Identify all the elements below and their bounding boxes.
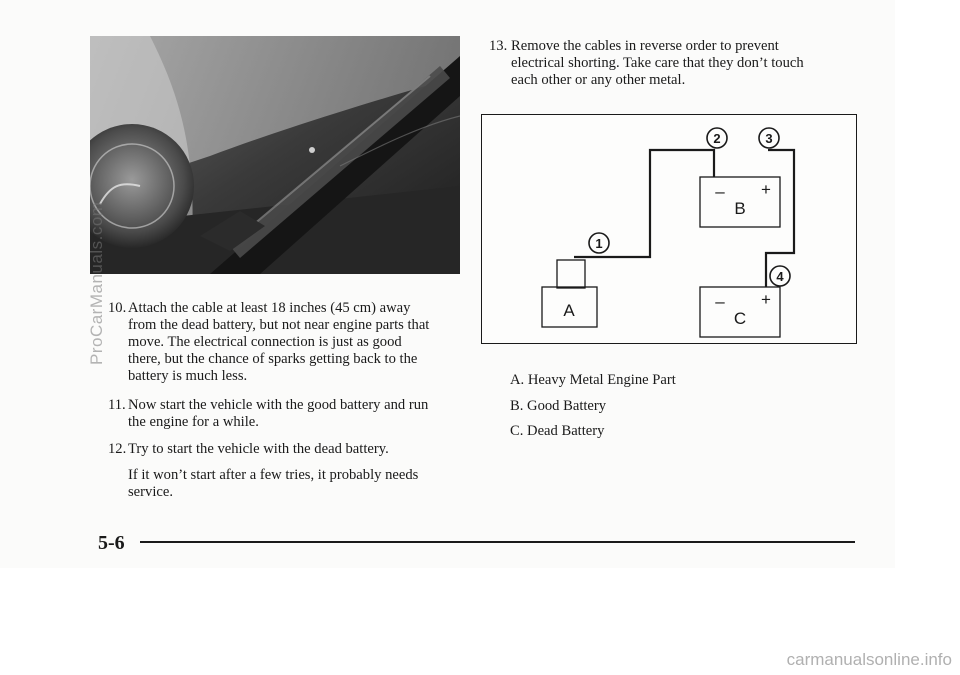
side-watermark: ProCarManuals.com — [87, 201, 106, 365]
step-line: the engine for a while. — [128, 414, 259, 430]
page-number: 5-6 — [98, 532, 125, 554]
step-line: Now start the vehicle with the good battery and run — [128, 397, 429, 413]
battery-c-plus: + — [761, 290, 771, 309]
marker-4-label: 4 — [776, 269, 784, 284]
marker-3 — [759, 128, 779, 148]
box-a-label: A — [563, 301, 575, 320]
engine-part-stem — [557, 260, 585, 288]
footer-rule — [140, 541, 855, 543]
battery-c-minus: – — [715, 292, 725, 311]
box-c-label: C — [733, 309, 747, 328]
box-b-label: B — [734, 199, 746, 218]
step-line: from the dead battery, but not near engine parts that — [128, 317, 430, 333]
cable-removal-diagram — [481, 114, 857, 344]
step-line: battery is much less. — [128, 368, 248, 384]
battery-b-plus: + — [761, 180, 771, 199]
marker-3-label: 3 — [765, 131, 773, 146]
step-number: 11. — [108, 397, 126, 413]
battery-b-minus: – — [715, 182, 725, 201]
step-line: move. The electrical connection is just as good — [128, 334, 402, 350]
legend-item-a: A. Heavy Metal Engine Part — [510, 372, 676, 388]
marker-1 — [589, 233, 609, 253]
step-line: there, but the chance of sparks getting back to the — [128, 351, 418, 367]
photo-illustration — [90, 36, 460, 274]
jumper-cable-photo — [90, 36, 460, 274]
step-10 — [108, 300, 468, 390]
step-line: Remove the cables in reverse order to prevent — [511, 38, 779, 54]
step-number: 13. — [489, 38, 508, 54]
legend-item-c: C. Dead Battery — [510, 423, 605, 439]
step-12 — [108, 441, 468, 459]
step-line: Try to start the vehicle with the dead battery. — [128, 441, 389, 457]
step-12-note — [128, 467, 468, 501]
step-13 — [489, 38, 869, 92]
marker-2 — [707, 128, 727, 148]
marker-2-label: 2 — [713, 131, 721, 146]
diagram-svg — [482, 115, 858, 345]
bottom-watermark: carmanualsonline.info — [786, 650, 952, 669]
note-line: service. — [128, 484, 173, 500]
marker-4 — [770, 266, 790, 286]
step-line: electrical shorting. Take care that they don’t touch — [511, 55, 804, 71]
legend-item-b: B. Good Battery — [510, 398, 607, 414]
step-11 — [108, 397, 468, 433]
step-line: Attach the cable at least 18 inches (45 cm) away — [128, 300, 411, 316]
note-line: If it won’t start after a few tries, it probably needs — [128, 467, 419, 483]
step-number: 10. — [108, 300, 127, 316]
marker-1-label: 1 — [595, 236, 603, 251]
step-line: each other or any other metal. — [511, 72, 686, 88]
step-number: 12. — [108, 441, 127, 457]
